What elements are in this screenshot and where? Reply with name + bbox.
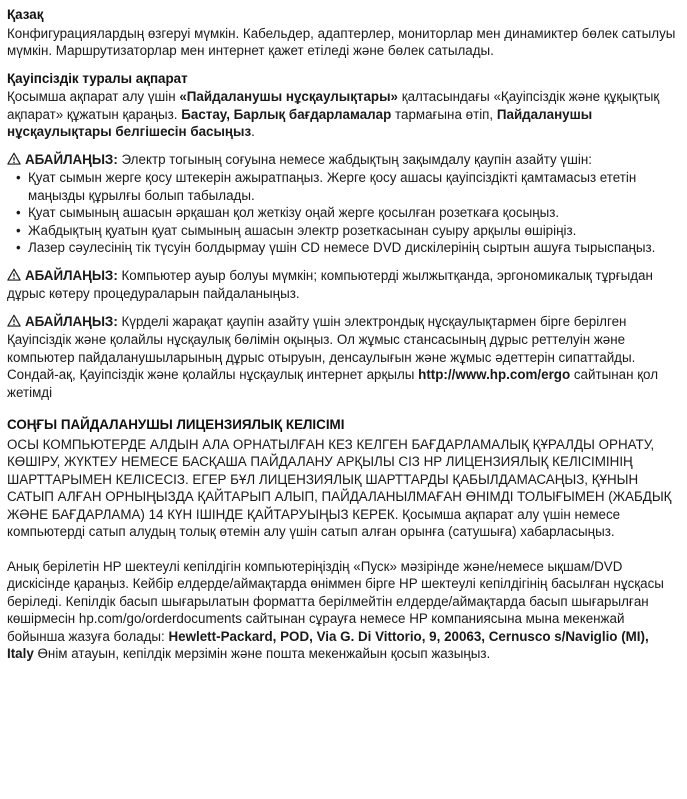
warning-label: АБАЙЛАҢЫЗ: [25, 267, 118, 283]
warning-icon [7, 152, 21, 170]
bullet-item: • Қуат сымының ашасын әрқашан қол жеткізу оңай жерге қосылған розеткаға қосыңыз. [16, 204, 678, 222]
warranty-paragraph [7, 558, 678, 663]
safety-heading: Қауіпсіздік туралы ақпарат [7, 70, 188, 86]
bold-text-run: Бастау, Барлық бағдарламалар [181, 106, 392, 122]
warning-block-electric [7, 151, 678, 170]
bold-text-run: «Пайдаланушы нұсқаулықтары» [179, 89, 398, 104]
bold-text-run: Hewlett-Packard, POD, Via G. Di Vittorio, 9, 20063, Cernusco s/Naviglio (MI), Italy [7, 628, 649, 661]
text-run: Компьютер ауыр болуы мүмкін; компьютерді жылжытқанда, эргономикалық тұрғыдан дұрыс көтеру процедураларын пайдаланыңыз. [7, 267, 653, 301]
bold-text-run: Пайдаланушы нұсқаулықтары белгішесін басыңыз [7, 106, 593, 139]
page-title: Қазақ [7, 7, 44, 22]
bullet-item: • Лазер сәулесінің тік түсуін болдырмау үшін CD немесе DVD дискілерінің сыртын ашуға тырыспаңыз. [16, 239, 678, 257]
warning-label: АБАЙЛАҢЫЗ: [25, 151, 118, 167]
warning-block-injury [7, 313, 678, 402]
text-run: Күрделі жарақат қаупін азайту үшін электрондық нұсқаулықтармен бірге берілген Қауіпсіздік және қолайлы нұсқаулық бөлімін оқыңыз. Ол жұмыс стансасының дұрыс реттелуін және компьютер пайдаланушыларының дұрыс отыруын, денсаулығын және жұмыс әдеттерін сипаттайды. Сондай-ақ, Қауіпсіздік және қолайлы нұсқаулық интернет арқылы [7, 313, 636, 382]
warning-block-heavy [7, 267, 678, 303]
text-run: қалтасындағы «Қауіпсіздік және құқықтық ақпарат» құжатын қараңыз. [7, 89, 660, 122]
text-run: сайтынан қол жетімді [7, 367, 659, 400]
text-run: Анық берілетін HP шектеулі кепілдігін компьютеріңіздің «Пуск» мәзірінде және/немесе ықшам/DVD дискісінде қараңыз. Кейбір елдерде/аймақтарда өніммен бірге HP шектеулі кепілдігінің басылған нұсқасы беріледі. Кепілдік басып шығарылатын форматта берілмейтін елдерде/аймақтарда басып шығарылған көшірмесін hp.com/go/orderdocuments сайтынан сұрауға немесе HP компаниясына мына мекенжай бойынша жазуға болады: [7, 558, 664, 644]
text-run: . [251, 124, 255, 139]
eula-paragraph: ОСЫ КОМПЬЮТЕРДЕ АЛДЫН АЛА ОРНАТЫЛҒАН КЕЗ КЕЛГЕН БАҒДАРЛАМАЛЫҚ ҚҰРАЛДЫ ОРНАТУ, КӨШІРУ, ЖҮКТЕУ НЕМЕСЕ БАСҚАША ПАЙДАЛАНУ АРҚЫЛЫ СІЗ HP ЛИЦЕНЗИЯЛЫҚ КЕЛІСІМІНІҢ ШАРТТАРЫМЕН КЕЛІСЕСІЗ. ЕГЕР БҰЛ ЛИЦЕНЗИЯЛЫҚ ШАРТТАРДЫ ҚАБЫЛДАМАСАҢЫЗ, ҚҰНЫН САТЫП АЛҒАН ОРНЫҢЫЗДА ҚАЙТАРЫП АЛЫП, ПАЙДАЛАНЫЛМАҒАН ӨНІМДІ ТОЛЫҒЫМЕН (ЖАБДЫҚ ЖӘНЕ БАҒДАРЛАМА) 14 КҮН ІШІНДЕ ҚАЙТАРУЫҢЫЗ КЕРЕК. Қосымша ақпарат алу үшін немесе компьютерді сатып алудың толық өтемін алу үшін сатып алған орынға (сатушыға) хабарласыңыз. [7, 436, 672, 539]
text-run: Өнім атауын, кепілдік мерзімін және пошта мекенжайын қосып жазыңыз. [33, 646, 491, 661]
warning-icon [7, 268, 21, 286]
safety-paragraph [7, 88, 678, 141]
warning-text [118, 152, 592, 167]
text-run: Электр тогының соғуына немесе жабдықтың зақымдалу қаупін азайту үшін: [117, 151, 592, 167]
bullet-item: • Қуат сымын жерге қосу штекерін ажыратпаңыз. Жерге қосу ашасы қауіпсіздікті қамтамасыз ететін маңызды құрылғы болып табылады. [16, 169, 678, 204]
warning-icon [7, 314, 21, 332]
intro-paragraph: Конфигурациялардың өзгеруі мүмкін. Кабельдер, адаптерлер, мониторлар мен динамиктер бөлек сатылуы мүмкін. Маршрутизаторлар мен интернет қажет етіледі және бөлек сатылады. [7, 25, 676, 58]
bold-text-run: http://www.hp.com/ergo [418, 367, 571, 382]
warning-label: АБАЙЛАҢЫЗ: [25, 313, 118, 329]
eula-heading: СОҢҒЫ ПАЙДАЛАНУШЫ ЛИЦЕНЗИЯЛЫҚ КЕЛІСІМІ [7, 417, 345, 432]
text-run: тармағына өтіп, [391, 106, 497, 122]
warning-bullet-list [7, 169, 678, 257]
text-run: Қосымша ақпарат алу үшін [7, 89, 180, 104]
bullet-item: • Жабдықтың қуатын қуат сымының ашасын электр розеткасынан суыру арқылы өшіріңіз. [16, 222, 678, 240]
